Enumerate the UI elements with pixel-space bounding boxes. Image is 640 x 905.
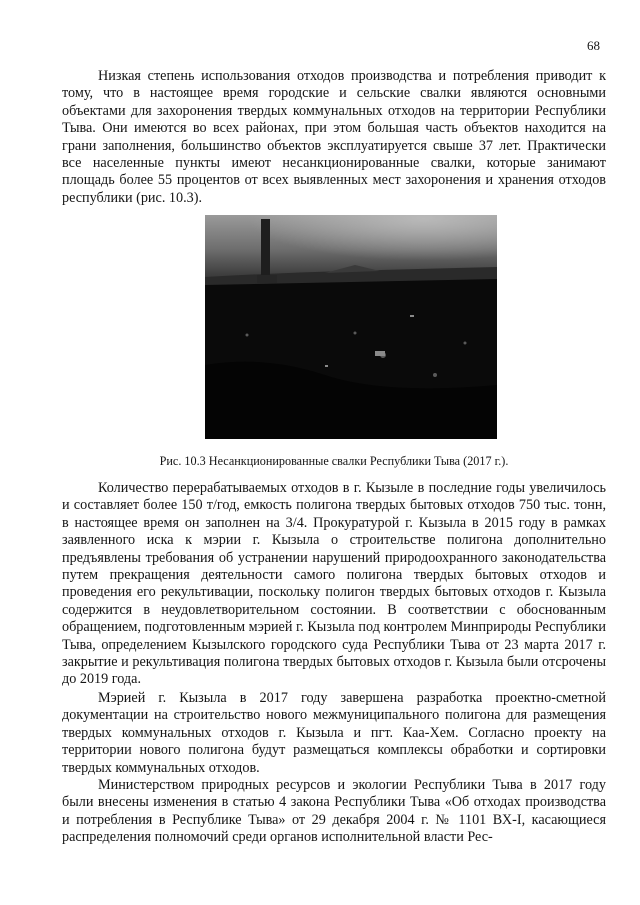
paragraph-4: Министерством природных ресурсов и экологии Республики Тыва в 2017 году были внесены изменения в статью 4 закона Республики Тыва «Об отходах производства и потребления в Республике Тыва» от 29 декабря 2004 г. № 1101 ВХ-I, касающиеся распределения полномочий среди органов исполнительной власти Рес-: [62, 777, 606, 846]
landfill-photo: [205, 215, 497, 439]
paragraph-1: Низкая степень использования отходов производства и потребления приводит к тому, что в настоящее время городские и сельские свалки являются основными объектами для захоронения твердых коммунальных отходов на территории Республики Тыва. Они имеются во всех районах, при этом большая часть объектов находится на грани заполнения, большинство объектов эксплуатируется свыше 37 лет. Практически все населенные пункты имеют несанкционированные свалки, которые занимают площадь более 55 процентов от всех выявленных мест захоронения и хранения отходов республики (рис. 10.3).: [62, 68, 606, 206]
paragraph-3: Мэрией г. Кызыла в 2017 году завершена разработка проектно-сметной документации на строительство нового межмуниципального полигона для размещения твердых коммунальных отходов г. Кызыла и пгт. Каа-Хем. Согласно проекту на территории нового полигона будут размещаться комплексы обработки и сортировки твердых коммунальных отходов.: [62, 690, 606, 776]
figure-caption: Рис. 10.3 Несанкционированные свалки Республики Тыва (2017 г.).: [159, 454, 509, 468]
paragraph-2: Количество перерабатываемых отходов в г. Кызыле в последние годы увеличилось и составляет более 150 т/год, емкость полигона твердых бытовых отходов 750 тыс. тонн, в настоящее время он заполнен на 3/4. Прокуратурой г. Кызыла в 2015 году в рамках заявленного иска к мэрии г. Кызыла о строительстве полигона дополнительно предъявлены требования об устранении нарушений природоохранного законодательства путем прекращения деятельности самого полигона твердых бытовых отходов и проведения его рекультивации, поскольку полигон твердых бытовых отходов г. Кызыла содержится в неудовлетворительном состоянии. В соответствии с обоснованным обращением, подготовленным мэрией г. Кызыла под контролем Минприроды Республики Тыва, определением Кызылского городского суда Республики Тыва от 23 марта 2017 г. закрытие и рекультивация полигона твердых бытовых отходов г. Кызыла были отсрочены до 2019 года.: [62, 480, 606, 688]
page-number: 68: [587, 38, 600, 53]
